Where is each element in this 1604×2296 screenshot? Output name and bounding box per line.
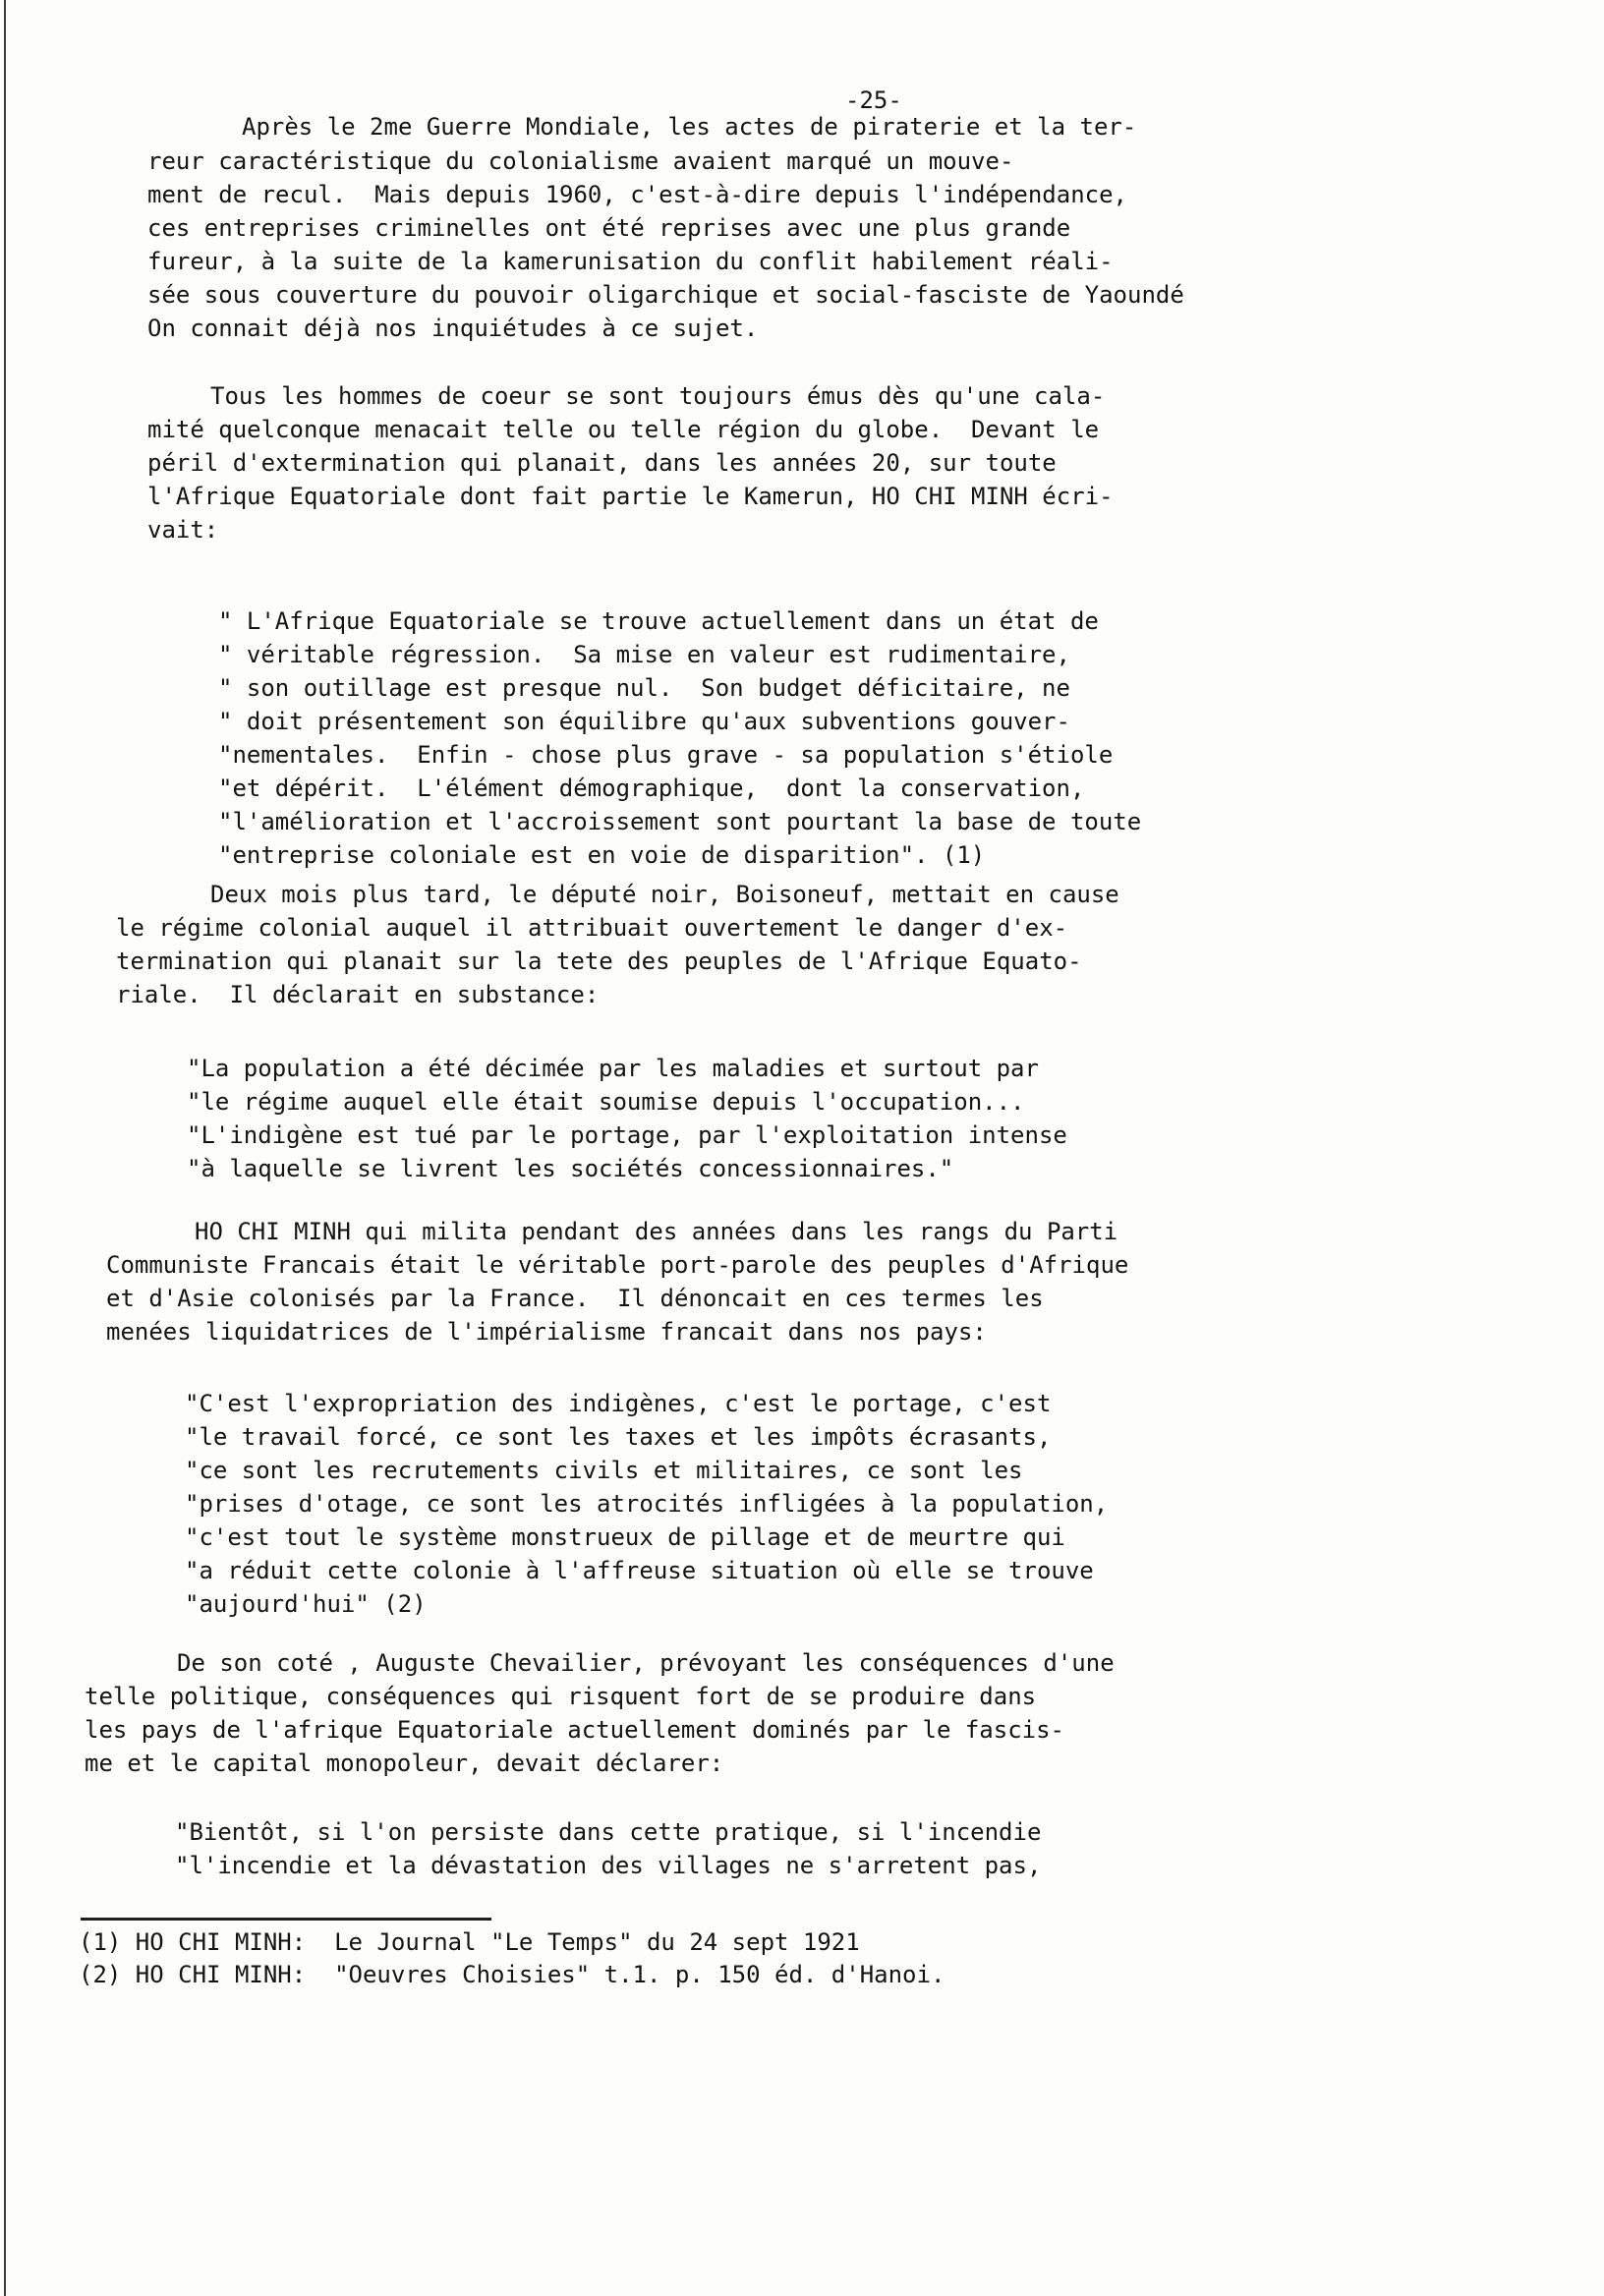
quote-ho-chi-minh-1 bbox=[218, 607, 1437, 869]
text-line: On connait déjà nos inquiétudes à ce sujet. bbox=[147, 315, 759, 342]
paragraph-ho-chi-minh-militant bbox=[106, 1220, 1482, 1357]
text-line: ces entreprises criminelles ont été reprises avec une plus grande bbox=[147, 214, 1071, 242]
text-line: Communiste Francais était le véritable port-parole des peuples d'Afrique bbox=[106, 1251, 1129, 1279]
text-line: Après le 2me Guerre Mondiale, les actes de piraterie et la ter- bbox=[242, 113, 1137, 141]
quote-chevailier bbox=[175, 1820, 1394, 1889]
quote-line: "Bientôt, si l'on persiste dans cette pratique, si l'incendie bbox=[175, 1818, 1042, 1846]
quote-line: "a réduit cette colonie à l'affreuse situation où elle se trouve bbox=[185, 1557, 1094, 1584]
quote-line: "L'indigène est tué par le portage, par l'exploitation intense bbox=[187, 1121, 1067, 1149]
text-line: et d'Asie colonisés par la France. Il dénoncait en ces termes les bbox=[106, 1285, 1044, 1312]
text-line: riale. Il déclarait en substance: bbox=[116, 981, 600, 1008]
text-line: termination qui planait sur la tete des peuples de l'Afrique Equato- bbox=[116, 947, 1082, 975]
quote-line: "prises d'otage, ce sont les atrocités infligées à la population, bbox=[185, 1490, 1109, 1518]
text-line: reur caractéristique du colonialisme avaient marqué un mouve- bbox=[147, 147, 1014, 175]
text-line: l'Afrique Equatoriale dont fait partie le Kamerun, HO CHI MINH écri- bbox=[147, 483, 1114, 510]
text-line: les pays de l'afrique Equatoriale actuellement dominés par le fascis- bbox=[85, 1716, 1064, 1744]
quote-line: " doit présentement son équilibre qu'aux subventions gouver- bbox=[218, 708, 1070, 735]
text-line: fureur, à la suite de la kamerunisation du conflit habilement réali- bbox=[147, 248, 1114, 275]
quote-line: "l'incendie et la dévastation des villages ne s'arretent pas, bbox=[175, 1852, 1042, 1879]
text-line: Deux mois plus tard, le député noir, Boisoneuf, mettait en cause bbox=[210, 881, 1119, 908]
quote-line: "c'est tout le système monstrueux de pillage et de meurtre qui bbox=[185, 1523, 1065, 1551]
paragraph-chevailier bbox=[85, 1651, 1461, 1789]
text-line: menées liquidatrices de l'impérialisme francait dans nos pays: bbox=[106, 1318, 987, 1346]
quote-line: "à laquelle se livrent les sociétés concessionnaires." bbox=[187, 1155, 954, 1182]
paragraph-hommes-de-coeur bbox=[147, 384, 1455, 551]
text-line: Tous les hommes de coeur se sont toujours émus dès qu'une cala- bbox=[210, 382, 1106, 410]
quote-line: "C'est l'expropriation des indigènes, c'est le portage, c'est bbox=[185, 1390, 1052, 1417]
text-line: sée sous couverture du pouvoir oligarchique et social-fasciste de Yaoundé bbox=[147, 281, 1184, 309]
quote-ho-chi-minh-2 bbox=[185, 1392, 1423, 1628]
quote-line: "l'amélioration et l'accroissement sont pourtant la base de toute bbox=[218, 808, 1142, 835]
text-line: le régime colonial auquel il attribuait ouvertement le danger d'ex- bbox=[116, 914, 1068, 942]
quote-boisoneuf bbox=[187, 1057, 1366, 1194]
text-line: vait: bbox=[147, 516, 219, 544]
quote-line: " L'Afrique Equatoriale se trouve actuellement dans un état de bbox=[218, 607, 1099, 635]
text-line: telle politique, conséquences qui risquent fort de se produire dans bbox=[85, 1683, 1037, 1710]
paragraph-postwar bbox=[147, 115, 1455, 361]
text-line: mité quelconque menacait telle ou telle région du globe. Devant le bbox=[147, 416, 1100, 443]
text-line: ment de recul. Mais depuis 1960, c'est-à-dire depuis l'indépendance, bbox=[147, 181, 1127, 208]
quote-line: " véritable régression. Sa mise en valeur est rudimentaire, bbox=[218, 641, 1070, 668]
footnote-separator bbox=[81, 1918, 491, 1921]
quote-line: "nementales. Enfin - chose plus grave - sa population s'étiole bbox=[218, 741, 1114, 769]
footnote-2: (2) HO CHI MINH: "Oeuvres Choisies" t.1. p. 150 éd. d'Hanoi. bbox=[79, 1961, 945, 1988]
quote-line: "ce sont les recrutements civils et militaires, ce sont les bbox=[185, 1457, 1023, 1484]
quote-line: "et dépérit. L'élément démographique, dont la conservation, bbox=[218, 775, 1085, 802]
paragraph-boisoneuf bbox=[116, 883, 1423, 1020]
text-line: me et le capital monopoleur, devait déclarer: bbox=[85, 1750, 724, 1777]
quote-line: "aujourd'hui" (2) bbox=[185, 1590, 427, 1618]
text-line: HO CHI MINH qui milita pendant des années dans les rangs du Parti bbox=[195, 1218, 1118, 1245]
quote-line: "le travail forcé, ce sont les taxes et les impôts écrasants, bbox=[185, 1423, 1052, 1451]
page-number: -25- bbox=[845, 86, 902, 114]
quote-line: "La population a été décimée par les maladies et surtout par bbox=[187, 1055, 1039, 1082]
text-line: De son coté , Auguste Chevailier, prévoyant les conséquences d'une bbox=[177, 1649, 1115, 1677]
quote-line: "entreprise coloniale est en voie de disparition". (1) bbox=[218, 841, 986, 869]
quote-line: " son outillage est presque nul. Son budget déficitaire, ne bbox=[218, 674, 1070, 702]
scan-edge-line bbox=[4, 0, 6, 2296]
quote-line: "le régime auquel elle était soumise depuis l'occupation... bbox=[187, 1088, 1025, 1116]
footnote-1: (1) HO CHI MINH: Le Journal "Le Temps" du 24 sept 1921 bbox=[79, 1928, 860, 1956]
text-line: péril d'extermination qui planait, dans les années 20, sur toute bbox=[147, 449, 1057, 477]
